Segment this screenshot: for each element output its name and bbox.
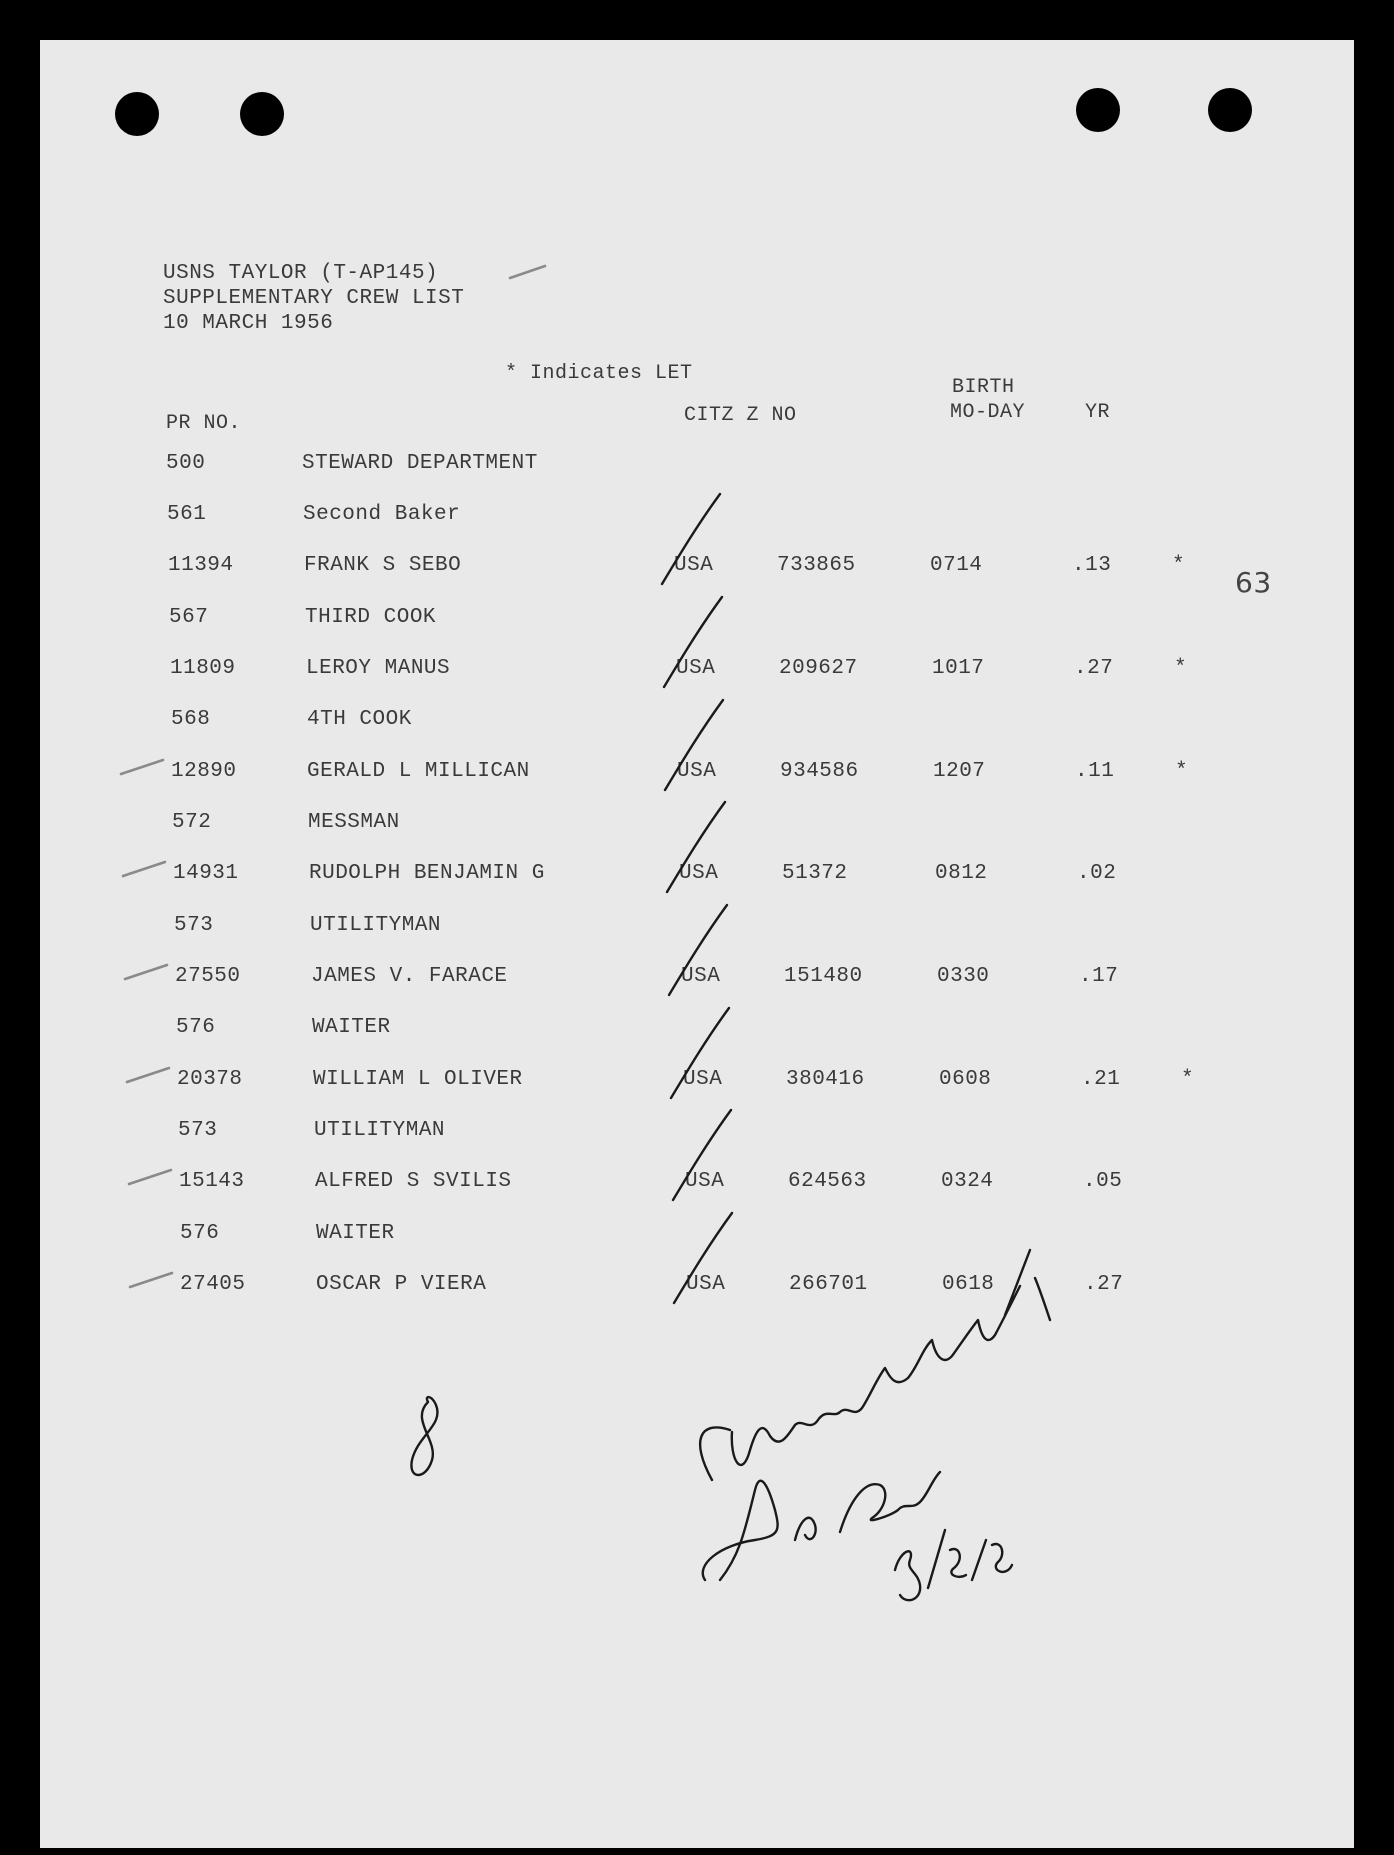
check-mark [129,1170,171,1184]
cell-name: UTILITYMAN [314,1119,446,1142]
cell-z-no: 51372 [782,862,848,885]
cell-name: FRANK S SEBO [304,554,462,577]
cell-yr: .02 [1077,862,1117,885]
cell-pr: 573 [178,1119,218,1142]
cell-mo-day: 0714 [930,554,983,577]
cell-citz: USA [683,1068,723,1091]
cell-name: WILLIAM L OLIVER [313,1068,523,1091]
check-mark [127,1068,169,1082]
cell-mo-day: 0330 [937,965,990,988]
cell-citz: USA [677,760,717,783]
cell-pr: 11809 [170,657,236,680]
check-mark [121,760,163,774]
cell-pr: 576 [180,1222,220,1245]
document-page [40,40,1354,1848]
punch-hole [115,92,159,136]
cell-name: JAMES V. FARACE [311,965,508,988]
list-title: SUPPLEMENTARY CREW LIST [163,287,465,310]
cell-mo-day: 0608 [939,1068,992,1091]
cell-pr: 573 [174,914,214,937]
cell-mo-day: 1017 [932,657,985,680]
cell-mo-day: 1207 [933,760,986,783]
cell-citz: USA [681,965,721,988]
cell-yr: .27 [1084,1273,1124,1296]
cell-star: * [1175,760,1189,783]
inspection-note [700,1250,1050,1480]
cell-pr: 567 [169,606,209,629]
cell-mo-day: 0324 [941,1170,994,1193]
punch-hole [240,92,284,136]
cell-mo-day: 0812 [935,862,988,885]
col-mo-day: MO-DAY [950,401,1026,424]
page-number: 63 [1235,566,1272,599]
cell-name: MESSMAN [308,811,400,834]
cell-citz: USA [676,657,716,680]
cell-yr: .13 [1072,554,1112,577]
cell-yr: .21 [1081,1068,1121,1091]
check-mark [123,862,165,876]
punch-hole [1208,88,1252,132]
cell-name: LEROY MANUS [306,657,451,680]
col-birth: BIRTH [952,376,1015,399]
let-legend: * Indicates LET [505,362,693,385]
cell-z-no: 209627 [779,657,858,680]
signature-date [895,1530,1012,1600]
cell-name: OSCAR P VIERA [316,1273,487,1296]
cell-name: STEWARD DEPARTMENT [302,452,538,475]
cell-pr: 568 [171,708,211,731]
check-mark [130,1273,172,1287]
col-yr: YR [1085,401,1111,424]
ship-name: USNS TAYLOR (T-AP145) [163,262,439,285]
cell-name: RUDOLPH BENJAMIN G [309,862,545,885]
cell-citz: USA [679,862,719,885]
cell-yr: .05 [1083,1170,1123,1193]
cell-z-no: 380416 [786,1068,865,1091]
cell-pr: 561 [167,503,207,526]
cell-citz: USA [686,1273,726,1296]
cell-citz: USA [685,1170,725,1193]
cell-yr: .17 [1079,965,1119,988]
signature [703,1472,940,1580]
list-date: 10 MARCH 1956 [163,312,334,335]
cell-star: * [1174,657,1188,680]
check-mark [510,266,545,278]
cell-name: THIRD COOK [305,606,437,629]
cell-pr: 11394 [168,554,234,577]
cell-pr: 500 [166,452,206,475]
cell-pr: 15143 [179,1170,245,1193]
cell-name: Second Baker [303,503,461,526]
cell-star: * [1181,1068,1195,1091]
cell-name: 4TH COOK [307,708,412,731]
cell-mo-day: 0618 [942,1273,995,1296]
cell-name: WAITER [312,1016,391,1039]
cell-pr: 572 [172,811,212,834]
cell-citz: USA [674,554,714,577]
cell-pr: 14931 [173,862,239,885]
cell-name: ALFRED S SVILIS [315,1170,512,1193]
cell-z-no: 934586 [780,760,859,783]
cell-pr: 12890 [171,760,237,783]
cell-yr: .11 [1075,760,1115,783]
note-number-8 [411,1397,437,1475]
cell-name: GERALD L MILLICAN [307,760,530,783]
col-pr-no: PR NO. [166,412,242,435]
cell-star: * [1172,554,1186,577]
cell-yr: .27 [1074,657,1114,680]
check-mark [125,965,167,979]
col-citz-no: CITZ Z NO [684,404,797,427]
cell-pr: 20378 [177,1068,243,1091]
cell-pr: 27550 [175,965,241,988]
cell-name: UTILITYMAN [310,914,442,937]
cell-pr: 576 [176,1016,216,1039]
cell-z-no: 733865 [777,554,856,577]
punch-hole [1076,88,1120,132]
cell-z-no: 266701 [789,1273,868,1296]
cell-z-no: 624563 [788,1170,867,1193]
cell-name: WAITER [316,1222,395,1245]
cell-pr: 27405 [180,1273,246,1296]
cell-z-no: 151480 [784,965,863,988]
